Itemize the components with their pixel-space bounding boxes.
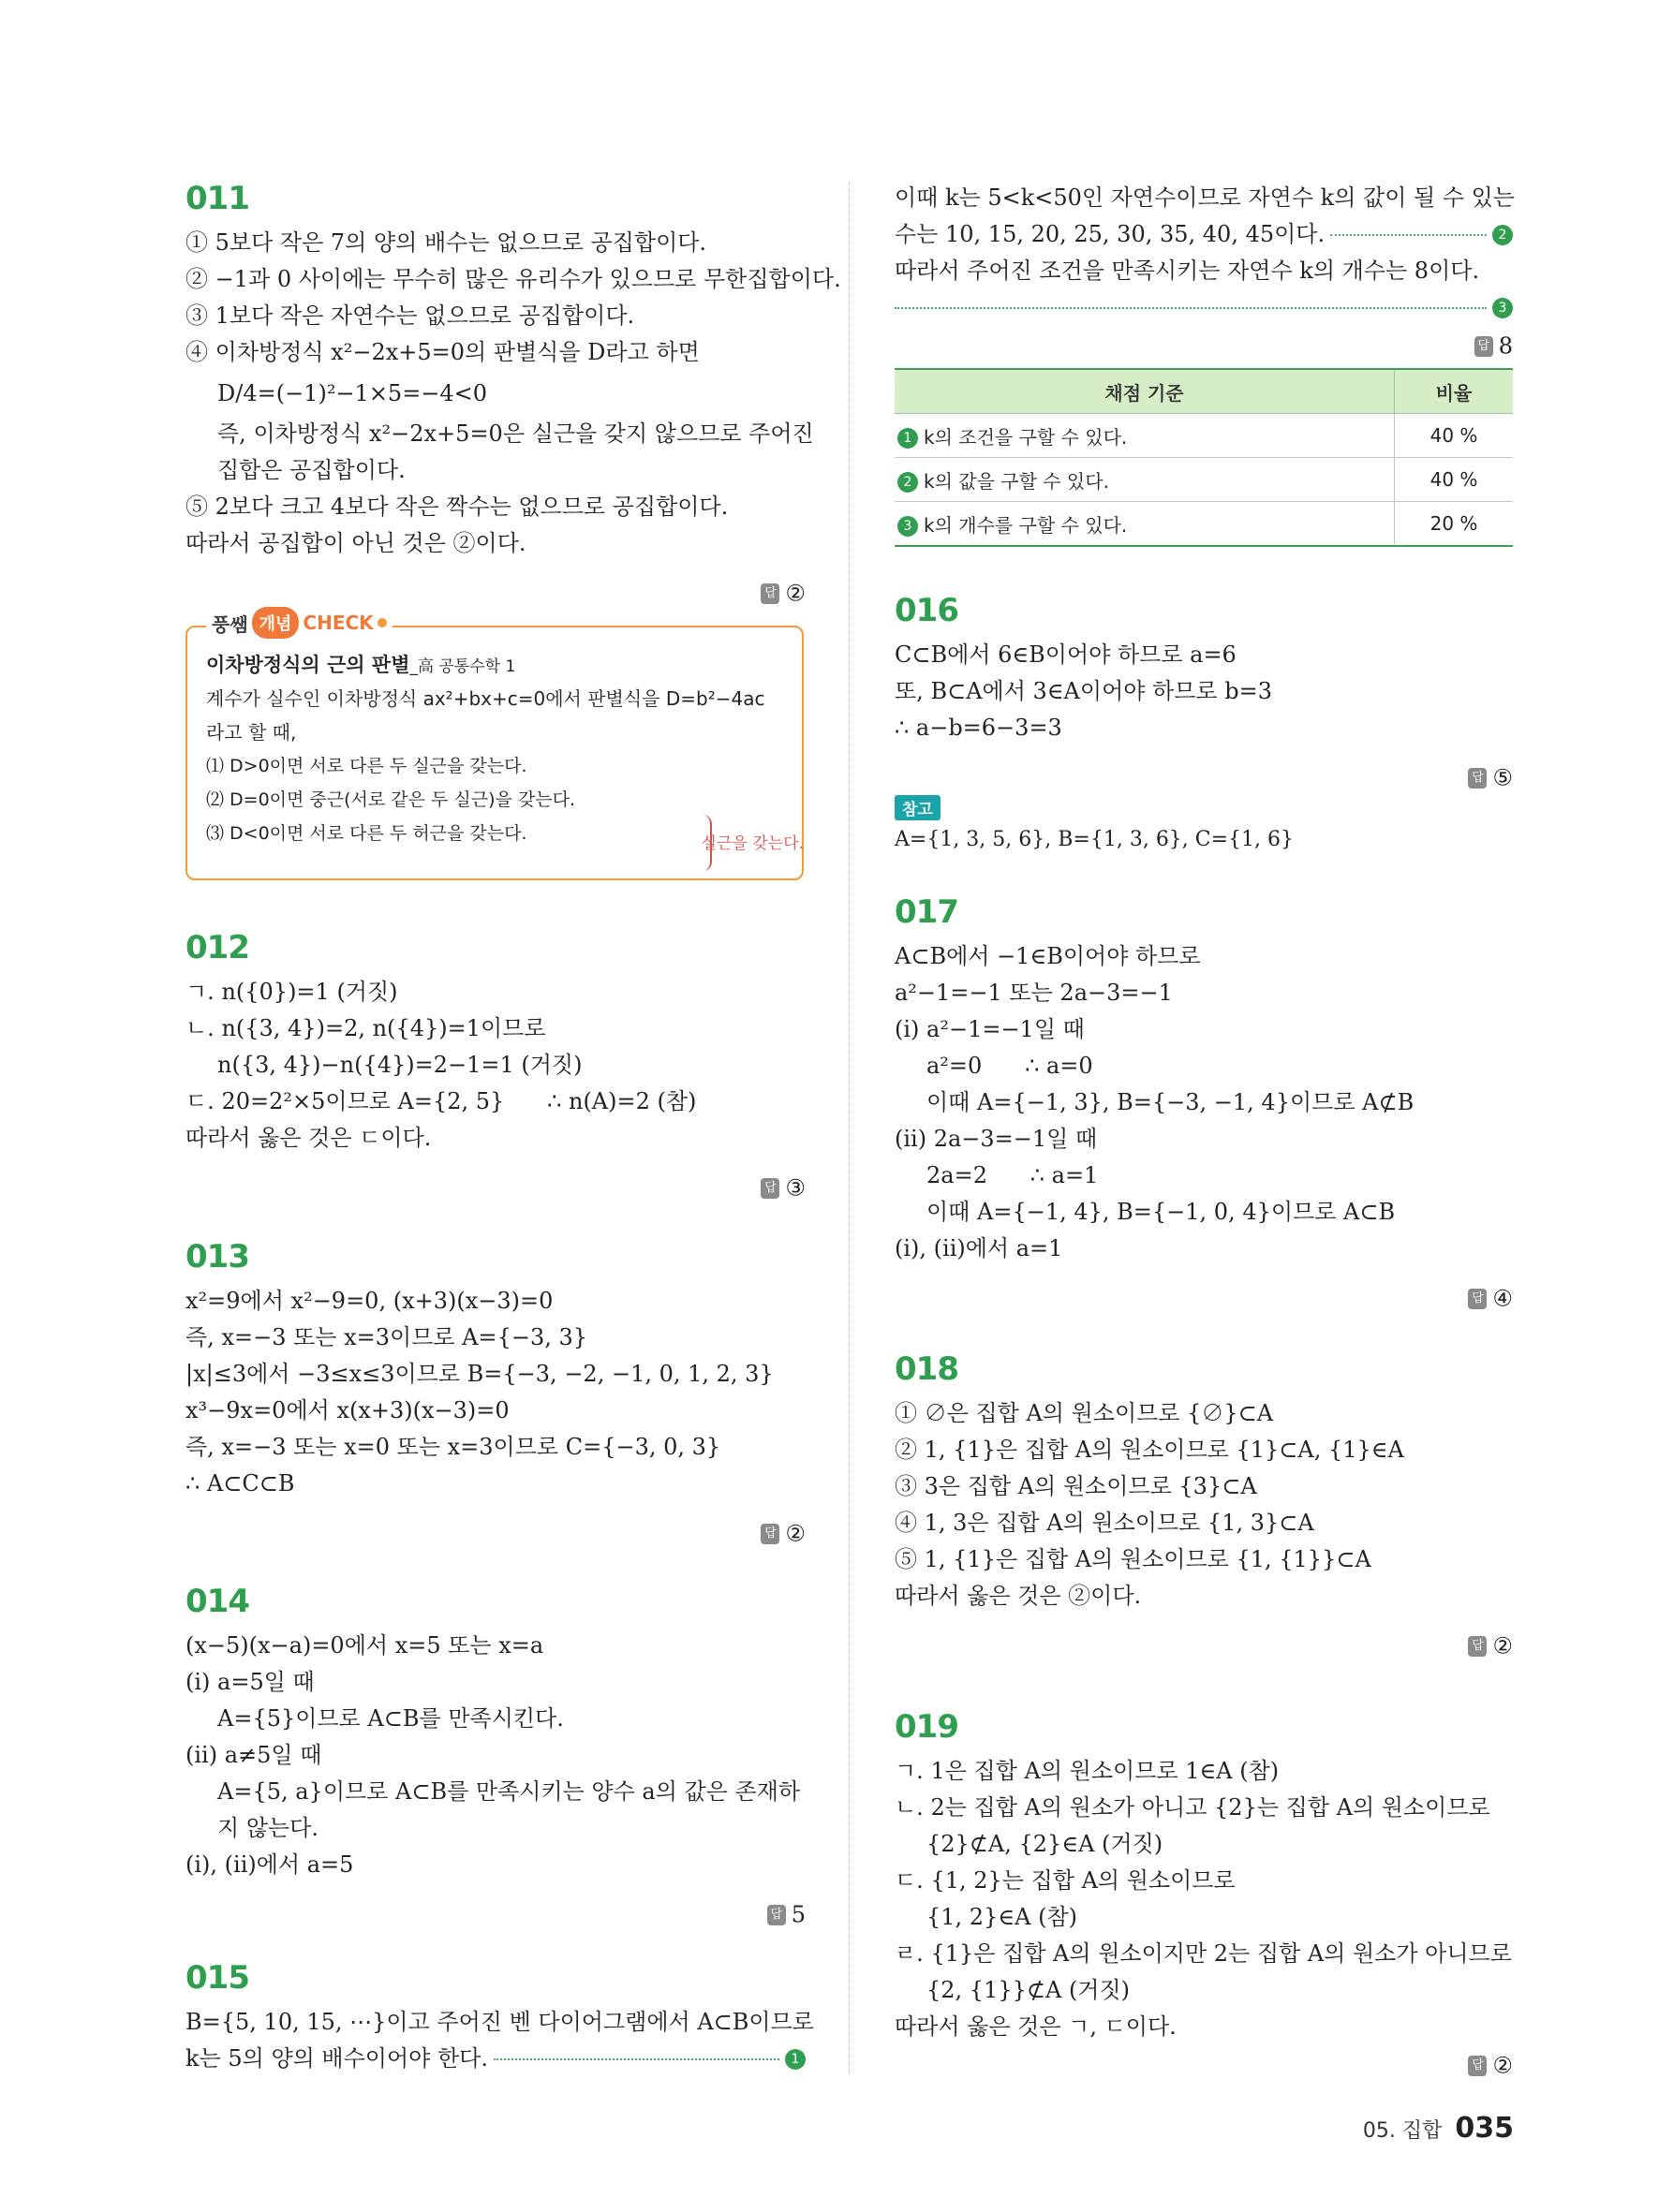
concept-line: ⑶ D<0이면 서로 다른 두 허근을 갖는다. [206,823,527,844]
solution-line: ④ 이차방정식 x²−2x+5=0의 판별식을 D라고 하면 [185,339,700,365]
solution-line: A={5}이므로 A⊂B를 만족시킨다. [217,1705,564,1732]
dotted-leader [895,307,1487,309]
answer-value: 8 [1498,332,1513,360]
solution-line: B={5, 10, 15, ⋯}이고 주어진 벤 다이어그램에서 A⊂B이므로 [185,2009,814,2035]
solution-text: k는 5의 양의 배수이어야 한다. [185,2045,488,2072]
solution-line: x²=9에서 x²−9=0, (x+3)(x−3)=0 [185,1288,554,1314]
brace-label: 실근을 갖는다. [701,834,804,853]
problem-011 [185,178,841,609]
problem-015 [185,1957,814,2077]
concept-line: ⑴ D>0이면 서로 다른 두 실근을 갖는다. [206,756,527,776]
solution-text: 수는 10, 15, 20, 25, 30, 35, 40, 45이다. [895,221,1326,247]
solution-line: ㄷ. 20=2²×5이므로 A={2, 5} ∴ n(A)=2 (참) [185,1088,697,1114]
solution-line: 따라서 주어진 조건을 만족시키는 자연수 k의 개수는 8이다. [895,258,1480,284]
solution-line: ① 5보다 작은 7의 양의 배수는 없으므로 공집합이다. [185,229,707,256]
dotted-leader [494,2058,779,2060]
answer-value: 5 [791,1901,806,1928]
solution-line: {2, {1}}⊄A (거짓) [926,1977,1131,2003]
concept-title [206,648,783,682]
step-2-icon: 2 [897,472,918,493]
answer [185,1515,806,1549]
page-footer [1363,2112,1514,2145]
solution-line: 즉, 이차방정식 x²−2x+5=0은 실근을 갖지 않으므로 주어진 [217,420,814,447]
step-3-icon: 3 [1492,298,1513,318]
problem-016 [895,590,1513,858]
answer [185,1170,806,1203]
answer-icon: 답 [1468,1636,1487,1657]
problem-number: 013 [185,1238,249,1276]
concept-check-tag [206,607,393,639]
tag-check: CHECK [303,612,374,634]
note-tag: 참고 [895,795,941,820]
solution-line: ㄱ. n({0})=1 (거짓) [185,979,398,1005]
solution-line: (i) a=5일 때 [185,1669,315,1695]
solution-line [895,289,1513,326]
answer-value: ② [785,1520,806,1547]
solution-line: ㄴ. n({3, 4})=2, n({4})=1이므로 [185,1015,546,1041]
answer-icon: 답 [761,583,779,604]
solution-line: ㄹ. {1}은 집합 A의 원소이지만 2는 집합 A의 원소가 아니므로 [895,1940,1512,1967]
criteria-text: k의 개수를 구할 수 있다. [924,513,1128,537]
answer [895,759,1513,793]
solution-line: ⑤ 2보다 크고 4보다 작은 짝수는 없으므로 공집합이다. [185,494,729,520]
solution-line: A⊂B에서 −1∈B이어야 하므로 [895,943,1201,969]
concept-line: ⑵ D=0이면 중근(서로 같은 두 실근)을 갖는다. [206,789,576,810]
solution-line: {2}⊄A, {2}∈A (거짓) [926,1831,1163,1857]
solution-line: A={5, a}이므로 A⊂B를 만족시키는 양수 a의 값은 존재하 [217,1778,801,1805]
solution-line: |x|≤3에서 −3≤x≤3이므로 B={−3, −2, −1, 0, 1, 2, 3} [185,1361,774,1387]
solution-line: (ii) a≠5일 때 [185,1742,322,1768]
solution-line: 이때 A={−1, 3}, B={−3, −1, 4}이므로 A⊄B [926,1089,1415,1115]
problem-number: 017 [895,893,958,931]
column-header: 비율 [1395,369,1514,414]
problem-number: 012 [185,929,249,966]
solution-line: (x−5)(x−a)=0에서 x=5 또는 x=a [185,1632,544,1659]
answer-value: ⑤ [1492,764,1513,791]
problem-017 [895,892,1513,1314]
solution-line [185,2041,806,2077]
criteria-text: k의 조건을 구할 수 있다. [924,425,1128,449]
ratio-cell: 40 % [1395,414,1514,458]
solution-line: ㄴ. 2는 집합 A의 원소가 아니고 {2}는 집합 A의 원소이므로 [895,1794,1490,1821]
answer-icon: 답 [1474,336,1493,357]
problem-015-continued [895,180,1513,361]
criteria-cell [895,458,1395,502]
answer [895,1628,1513,1661]
column-divider [849,183,850,2074]
solution-line: a²−1=−1 또는 2a−3=−1 [895,980,1173,1006]
solution-line: a²=0 ∴ a=0 [926,1053,1093,1079]
note-tag-row [895,795,1513,821]
answer-icon: 답 [767,1905,786,1925]
solution-line: 따라서 공집합이 아닌 것은 ②이다. [185,530,526,556]
problem-018 [895,1349,1513,1661]
problem-number: 014 [185,1583,249,1620]
tag-badge: 개념 [252,607,300,639]
solution-line: ㄷ. {1, 2}는 집합 A의 원소이므로 [895,1867,1236,1894]
answer-icon: 답 [1468,2056,1487,2076]
criteria-cell [895,502,1395,547]
answer [895,1280,1513,1314]
criteria-text: k의 값을 구할 수 있다. [924,469,1109,493]
answer-value: ③ [785,1174,806,1202]
step-1-icon: 1 [897,428,918,449]
concept-title-text: 이차방정식의 근의 판별 [206,654,410,676]
solution-line: (i), (ii)에서 a=5 [185,1851,354,1878]
solution-line: 지 않는다. [217,1815,318,1841]
solution-line: C⊂B에서 6∈B이어야 하므로 a=6 [895,641,1237,668]
answer-icon: 답 [1468,1289,1487,1309]
problem-012 [185,927,806,1203]
tag-dot-icon [378,618,387,627]
answer-value: ② [1492,1632,1513,1659]
problem-number: 019 [895,1708,958,1746]
solution-line [895,216,1513,253]
step-2-icon: 2 [1492,225,1513,245]
solution-line: (i), (ii)에서 a=1 [895,1235,1063,1261]
problem-number: 016 [895,592,958,629]
solution-line: ② 1, {1}은 집합 A의 원소이므로 {1}⊂A, {1}∈A [895,1437,1404,1463]
solution-line: 이때 A={−1, 4}, B={−1, 0, 4}이므로 A⊂B [926,1199,1396,1225]
solution-line: ㄱ. 1은 집합 A의 원소이므로 1∈A (참) [895,1758,1280,1784]
scoring-table [895,368,1513,547]
problem-013 [185,1236,806,1549]
problem-number: 011 [185,180,249,217]
solution-line: ④ 1, 3은 집합 A의 원소이므로 {1, 3}⊂A [895,1510,1314,1536]
solution-line: {1, 2}∈A (참) [926,1904,1077,1930]
answer [185,1896,806,1930]
page-number: 035 [1455,2112,1514,2145]
concept-line: 계수가 실수인 이차방정식 ax²+bx+c=0에서 판별식을 D=b²−4ac [206,687,765,710]
answer-value: ② [785,580,806,607]
table-header-row [895,369,1513,414]
answer [895,2047,1513,2081]
chapter-label: 05. 집합 [1362,2119,1443,2143]
solution-line: ② −1과 0 사이에는 무수히 많은 유리수가 있으므로 무한집합이다. [185,266,841,292]
concept-check-box [185,612,804,880]
solution-line: 따라서 옳은 것은 ㄷ이다. [185,1125,432,1151]
concept-title-sub: _高 공통수학 1 [409,657,516,676]
problem-014 [185,1581,806,1930]
dotted-leader [1330,234,1487,236]
step-3-icon: 3 [897,516,918,537]
column-header: 채점 기준 [895,369,1395,414]
solution-line: 이때 k는 5<k<50인 자연수이므로 자연수 k의 값이 될 수 있는 [895,184,1515,211]
solution-line: 즉, x=−3 또는 x=0 또는 x=3이므로 C={−3, 0, 3} [185,1434,721,1460]
solution-line: ③ 3은 집합 A의 원소이므로 {3}⊂A [895,1473,1257,1499]
solution-line: x³−9x=0에서 x(x+3)(x−3)=0 [185,1397,510,1423]
ratio-cell: 20 % [1395,502,1514,547]
solution-line: (ii) 2a−3=−1일 때 [895,1126,1098,1152]
problem-number: 018 [895,1350,958,1388]
step-1-icon: 1 [785,2049,806,2070]
answer-value: ④ [1492,1285,1513,1312]
solution-line: 즉, x=−3 또는 x=3이므로 A={−3, 3} [185,1324,588,1350]
solution-line: D/4=(−1)²−1×5=−4<0 [217,380,488,406]
solution-line: (i) a²−1=−1일 때 [895,1016,1085,1042]
table-row [895,502,1513,547]
solution-line: 따라서 옳은 것은 ㄱ, ㄷ이다. [895,2013,1177,2040]
concept-line: 라고 할 때, [206,721,297,744]
answer-icon: 답 [761,1524,779,1544]
answer-icon: 답 [1468,768,1487,789]
solution-line: n({3, 4})−n({4})=2−1=1 (거짓) [217,1052,583,1078]
criteria-cell [895,414,1395,458]
solution-line: ① ∅은 집합 A의 원소이므로 {∅}⊂A [895,1400,1274,1426]
solution-line: 또, B⊂A에서 3∈A이어야 하므로 b=3 [895,678,1272,704]
solution-line: 집합은 공집합이다. [217,457,406,483]
answer [185,575,806,609]
answer [895,328,1513,361]
solution-line: ∴ a−b=6−3=3 [895,715,1062,741]
table-row [895,414,1513,458]
table-row [895,458,1513,502]
solution-line: ③ 1보다 작은 자연수는 없으므로 공집합이다. [185,302,635,329]
answer-value: ② [1492,2052,1513,2079]
note-line: A={1, 3, 5, 6}, B={1, 3, 6}, C={1, 6} [895,828,1295,851]
solution-line: ∴ A⊂C⊂B [185,1470,295,1497]
solution-line: 2a=2 ∴ a=1 [926,1162,1099,1188]
ratio-cell: 40 % [1395,458,1514,502]
problem-019 [895,1706,1513,2081]
tag-label: 풍쌤 [212,612,248,636]
solution-line: 따라서 옳은 것은 ②이다. [895,1583,1142,1609]
answer-icon: 답 [761,1178,779,1199]
solution-line: ⑤ 1, {1}은 집합 A의 원소이므로 {1, {1}}⊂A [895,1546,1371,1572]
problem-number: 015 [185,1959,249,1997]
